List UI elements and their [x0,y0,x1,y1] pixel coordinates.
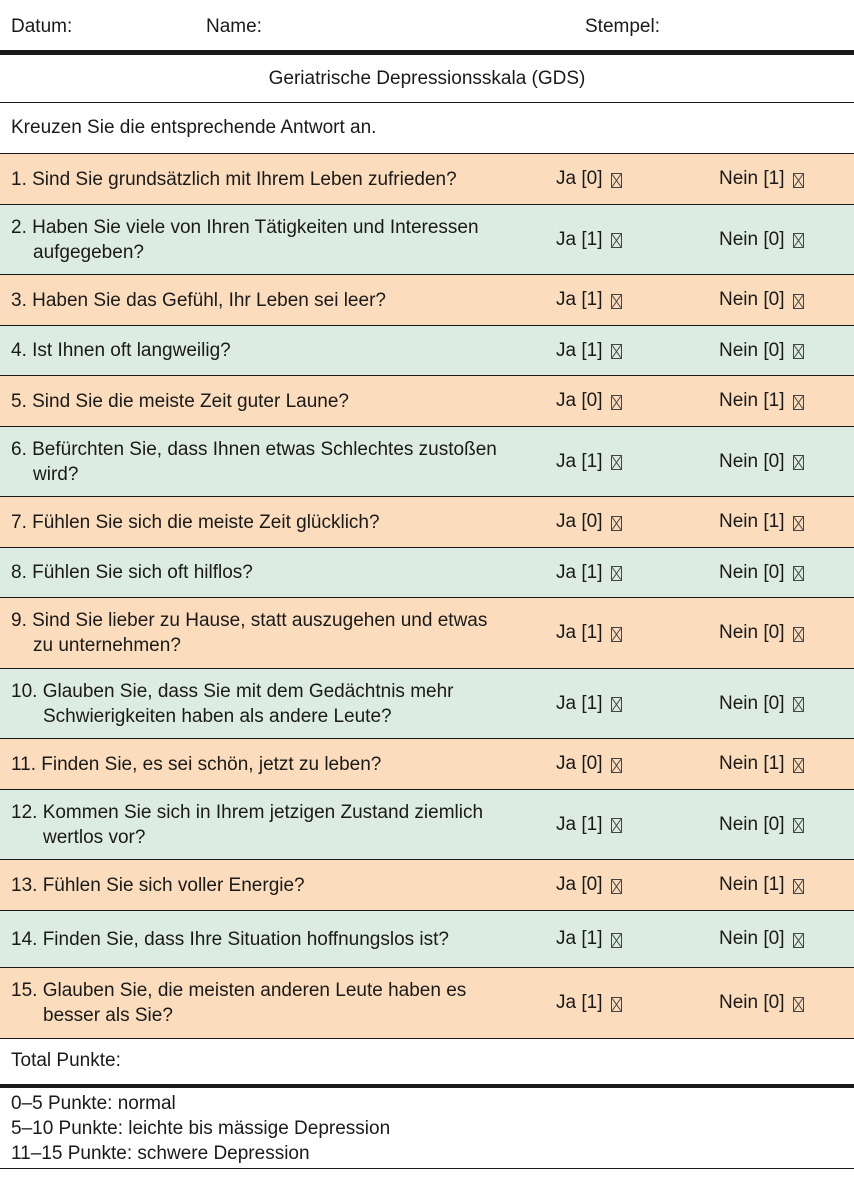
answer-nein[interactable]: Nein [0] [719,326,804,375]
checkbox-icon[interactable] [793,627,804,642]
answer-ja[interactable]: Ja [0] [556,376,622,426]
checkbox-icon[interactable] [611,627,622,642]
question-text: 1. Sind Sie grundsätzlich mit Ihrem Leben zufrieden? [11,168,457,190]
question-text: 8. Fühlen Sie sich oft hilflos? [11,562,253,583]
checkbox-icon[interactable] [793,294,804,309]
question-row [0,967,854,1038]
answer-ja[interactable]: Ja [1] [556,598,622,668]
question-text: 3. Haben Sie das Gefühl, Ihr Leben sei leer? [11,289,386,311]
title-divider [0,102,854,103]
answer-nein[interactable]: Nein [0] [719,790,804,859]
question-row [0,910,854,967]
header-divider [0,50,854,55]
answer-ja[interactable]: Ja [1] [556,968,622,1038]
answer-ja[interactable]: Ja [1] [556,326,622,375]
checkbox-icon[interactable] [611,818,622,833]
question-table [0,153,854,1039]
checkbox-icon[interactable] [611,566,622,581]
answer-nein[interactable]: Nein [0] [719,598,804,668]
answer-nein[interactable]: Nein [0] [719,205,804,274]
question-text: 10. Glauben Sie, dass Sie mit dem Gedächtnis mehr Schwierigkeiten haben als andere Leute? [11,680,454,727]
legend-item: 11–15 Punkte: schwere Depression [11,1143,310,1164]
checkbox-icon[interactable] [611,758,622,773]
checkbox-icon[interactable] [793,879,804,894]
checkbox-icon[interactable] [611,395,622,410]
question-text: 13. Fühlen Sie sich voller Energie? [11,874,305,896]
answer-nein[interactable]: Nein [0] [719,669,804,738]
answer-nein[interactable]: Nein [1] [719,739,804,789]
checkbox-icon[interactable] [611,997,622,1012]
question-text: 14. Finden Sie, dass Ihre Situation hoffnungslos ist? [11,928,449,950]
question-row [0,789,854,859]
question-text: 12. Kommen Sie sich in Ihrem jetzigen Zustand ziemlich wertlos vor? [11,801,484,848]
stamp-label: Stempel: [585,16,660,37]
checkbox-icon[interactable] [611,455,622,470]
checkbox-icon[interactable] [793,758,804,773]
checkbox-icon[interactable] [611,173,622,188]
checkbox-icon[interactable] [611,233,622,248]
answer-nein[interactable]: Nein [0] [719,911,804,967]
checkbox-icon[interactable] [793,233,804,248]
answer-nein[interactable]: Nein [1] [719,860,804,910]
checkbox-icon[interactable] [611,344,622,359]
checkbox-icon[interactable] [611,294,622,309]
question-row [0,204,854,274]
answer-ja[interactable]: Ja [0] [556,860,622,910]
checkbox-icon[interactable] [793,173,804,188]
checkbox-icon[interactable] [793,697,804,712]
legend-item: 0–5 Punkte: normal [11,1093,176,1114]
question-row [0,859,854,910]
question-text: 11. Finden Sie, es sei schön, jetzt zu leben? [11,753,382,775]
answer-nein[interactable]: Nein [0] [719,275,804,325]
legend-item: 5–10 Punkte: leichte bis mässige Depression [11,1118,391,1139]
answer-nein[interactable]: Nein [0] [719,427,804,496]
question-text: 15. Glauben Sie, die meisten anderen Leute haben es besser als Sie? [11,980,467,1026]
checkbox-icon[interactable] [793,818,804,833]
answer-ja[interactable]: Ja [1] [556,205,622,274]
question-row [0,496,854,547]
checkbox-icon[interactable] [611,516,622,531]
question-text: 4. Ist Ihnen oft langweilig? [11,340,231,361]
question-row [0,375,854,426]
answer-ja[interactable]: Ja [1] [556,911,622,967]
checkbox-icon[interactable] [793,455,804,470]
footer-divider [0,1168,854,1169]
answer-ja[interactable]: Ja [0] [556,154,622,204]
form-title: Geriatrische Depressionsskala (GDS) [268,68,586,89]
question-text: 9. Sind Sie lieber zu Hause, statt auszugehen und etwas zu unternehmen? [11,610,488,656]
instruction-text: Kreuzen Sie die entsprechende Antwort an. [11,117,377,138]
question-row [0,668,854,738]
answer-ja[interactable]: Ja [0] [556,497,622,547]
form-header [0,0,854,50]
checkbox-icon[interactable] [793,395,804,410]
question-row [0,738,854,789]
question-text: 6. Befürchten Sie, dass Ihnen etwas Schlechtes zustoßen wird? [11,438,497,485]
question-row [0,426,854,496]
checkbox-icon[interactable] [793,933,804,948]
checkbox-icon[interactable] [611,933,622,948]
table-bottom-divider [0,1038,854,1039]
question-text: 5. Sind Sie die meiste Zeit guter Laune? [11,390,349,412]
total-label: Total Punkte: [11,1050,121,1071]
checkbox-icon[interactable] [793,344,804,359]
question-row [0,597,854,668]
checkbox-icon[interactable] [793,997,804,1012]
question-text: 2. Haben Sie viele von Ihren Tätigkeiten und Interessen aufgegeben? [11,216,479,263]
checkbox-icon[interactable] [611,697,622,712]
question-row [0,547,854,597]
name-label: Name: [206,16,262,37]
question-row [0,325,854,375]
answer-ja[interactable]: Ja [1] [556,790,622,859]
answer-ja[interactable]: Ja [1] [556,275,622,325]
answer-ja[interactable]: Ja [0] [556,739,622,789]
answer-nein[interactable]: Nein [1] [719,376,804,426]
answer-nein[interactable]: Nein [0] [719,968,804,1038]
checkbox-icon[interactable] [793,566,804,581]
total-divider [0,1084,854,1088]
question-row [0,274,854,325]
answer-nein[interactable]: Nein [1] [719,154,804,204]
question-row [0,153,854,204]
answer-nein[interactable]: Nein [0] [719,548,804,597]
scoring-legend [11,1091,390,1166]
question-text: 7. Fühlen Sie sich die meiste Zeit glücklich? [11,511,380,533]
answer-ja[interactable]: Ja [1] [556,548,622,597]
answer-ja[interactable]: Ja [1] [556,427,622,496]
answer-ja[interactable]: Ja [1] [556,669,622,738]
date-label: Datum: [11,16,73,37]
answer-nein[interactable]: Nein [1] [719,497,804,547]
checkbox-icon[interactable] [793,516,804,531]
checkbox-icon[interactable] [611,879,622,894]
